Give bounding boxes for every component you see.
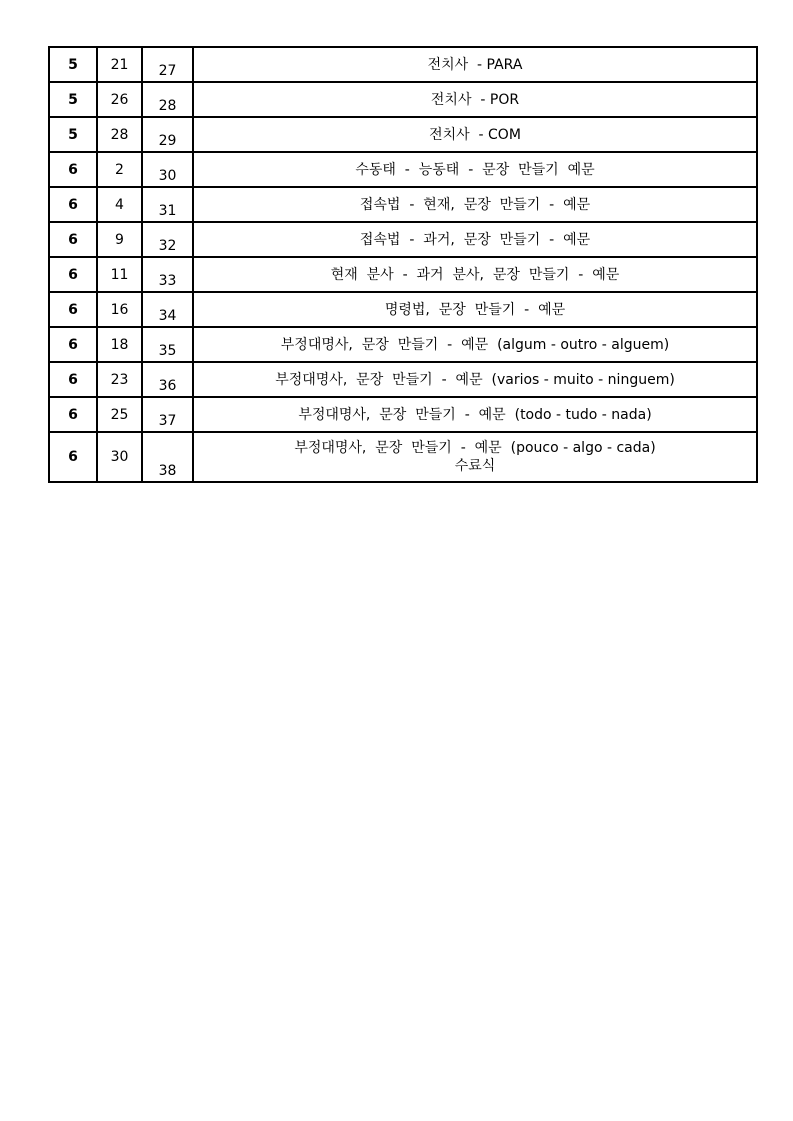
table-row <box>49 222 757 257</box>
topic-cell <box>193 117 757 152</box>
lesson-number-cell: 28 <box>142 82 193 117</box>
topic-cell <box>193 397 757 432</box>
table-row <box>49 362 757 397</box>
table-row <box>49 82 757 117</box>
topic-cell <box>193 222 757 257</box>
month-cell: 5 <box>49 82 97 117</box>
day-cell: 23 <box>97 362 142 397</box>
topic-text: 부정대명사, 문장 만들기 - 예문 (pouco - algo - cada) <box>294 440 656 456</box>
table-row <box>49 117 757 152</box>
topic-text: 수동태 - 능동태 - 문장 만들기 예문 <box>355 161 595 178</box>
day-cell: 2 <box>97 152 142 187</box>
topic-text: 명령법, 문장 만들기 - 예문 <box>384 301 566 318</box>
day-cell: 4 <box>97 187 142 222</box>
topic-cell <box>193 362 757 397</box>
schedule-table <box>48 46 758 483</box>
month-cell: 6 <box>49 432 97 482</box>
lesson-number-cell: 27 <box>142 47 193 82</box>
lesson-number-cell: 31 <box>142 187 193 222</box>
day-cell: 21 <box>97 47 142 82</box>
table-row <box>49 432 757 482</box>
topic-text: 부정대명사, 문장 만들기 - 예문 (algum - outro - alguem) <box>280 336 670 353</box>
table-row <box>49 292 757 327</box>
table-row <box>49 47 757 82</box>
day-cell: 25 <box>97 397 142 432</box>
day-cell: 9 <box>97 222 142 257</box>
month-cell: 5 <box>49 117 97 152</box>
table-row <box>49 152 757 187</box>
lesson-number-cell: 30 <box>142 152 193 187</box>
topic-cell <box>193 292 757 327</box>
table-row <box>49 397 757 432</box>
topic-text: 접속법 - 과거, 문장 만들기 - 예문 <box>359 231 591 248</box>
topic-cell <box>193 152 757 187</box>
lesson-number-cell: 34 <box>142 292 193 327</box>
table-row <box>49 187 757 222</box>
topic-cell <box>193 47 757 82</box>
month-cell: 6 <box>49 362 97 397</box>
topic-cell <box>193 82 757 117</box>
lesson-number-cell: 32 <box>142 222 193 257</box>
day-cell: 11 <box>97 257 142 292</box>
topic-subtext: 수료식 <box>454 458 496 474</box>
lesson-number-cell: 33 <box>142 257 193 292</box>
month-cell: 6 <box>49 187 97 222</box>
lesson-number-cell: 38 <box>142 432 193 482</box>
schedule-body <box>49 47 757 482</box>
lesson-number-cell: 37 <box>142 397 193 432</box>
topic-text: 부정대명사, 문장 만들기 - 예문 (varios - muito - ninguem) <box>275 371 675 388</box>
day-cell: 18 <box>97 327 142 362</box>
lesson-number-cell: 35 <box>142 327 193 362</box>
month-cell: 6 <box>49 292 97 327</box>
month-cell: 6 <box>49 222 97 257</box>
topic-cell <box>193 327 757 362</box>
table-row <box>49 327 757 362</box>
topic-text: 전치사 - POR <box>430 91 520 108</box>
day-cell: 28 <box>97 117 142 152</box>
month-cell: 6 <box>49 327 97 362</box>
topic-cell <box>193 432 757 482</box>
month-cell: 6 <box>49 257 97 292</box>
day-cell: 30 <box>97 432 142 482</box>
table-row <box>49 257 757 292</box>
topic-text: 전치사 - COM <box>429 126 521 143</box>
day-cell: 26 <box>97 82 142 117</box>
lesson-number-cell: 36 <box>142 362 193 397</box>
topic-text: 전치사 - PARA <box>427 56 523 73</box>
lesson-number-cell: 29 <box>142 117 193 152</box>
topic-text: 부정대명사, 문장 만들기 - 예문 (todo - tudo - nada) <box>298 406 652 423</box>
topic-text: 현재 분사 - 과거 분사, 문장 만들기 - 예문 <box>330 266 620 283</box>
topic-cell <box>193 257 757 292</box>
topic-text: 접속법 - 현재, 문장 만들기 - 예문 <box>359 196 591 213</box>
month-cell: 6 <box>49 397 97 432</box>
month-cell: 6 <box>49 152 97 187</box>
day-cell: 16 <box>97 292 142 327</box>
topic-cell <box>193 187 757 222</box>
month-cell: 5 <box>49 47 97 82</box>
